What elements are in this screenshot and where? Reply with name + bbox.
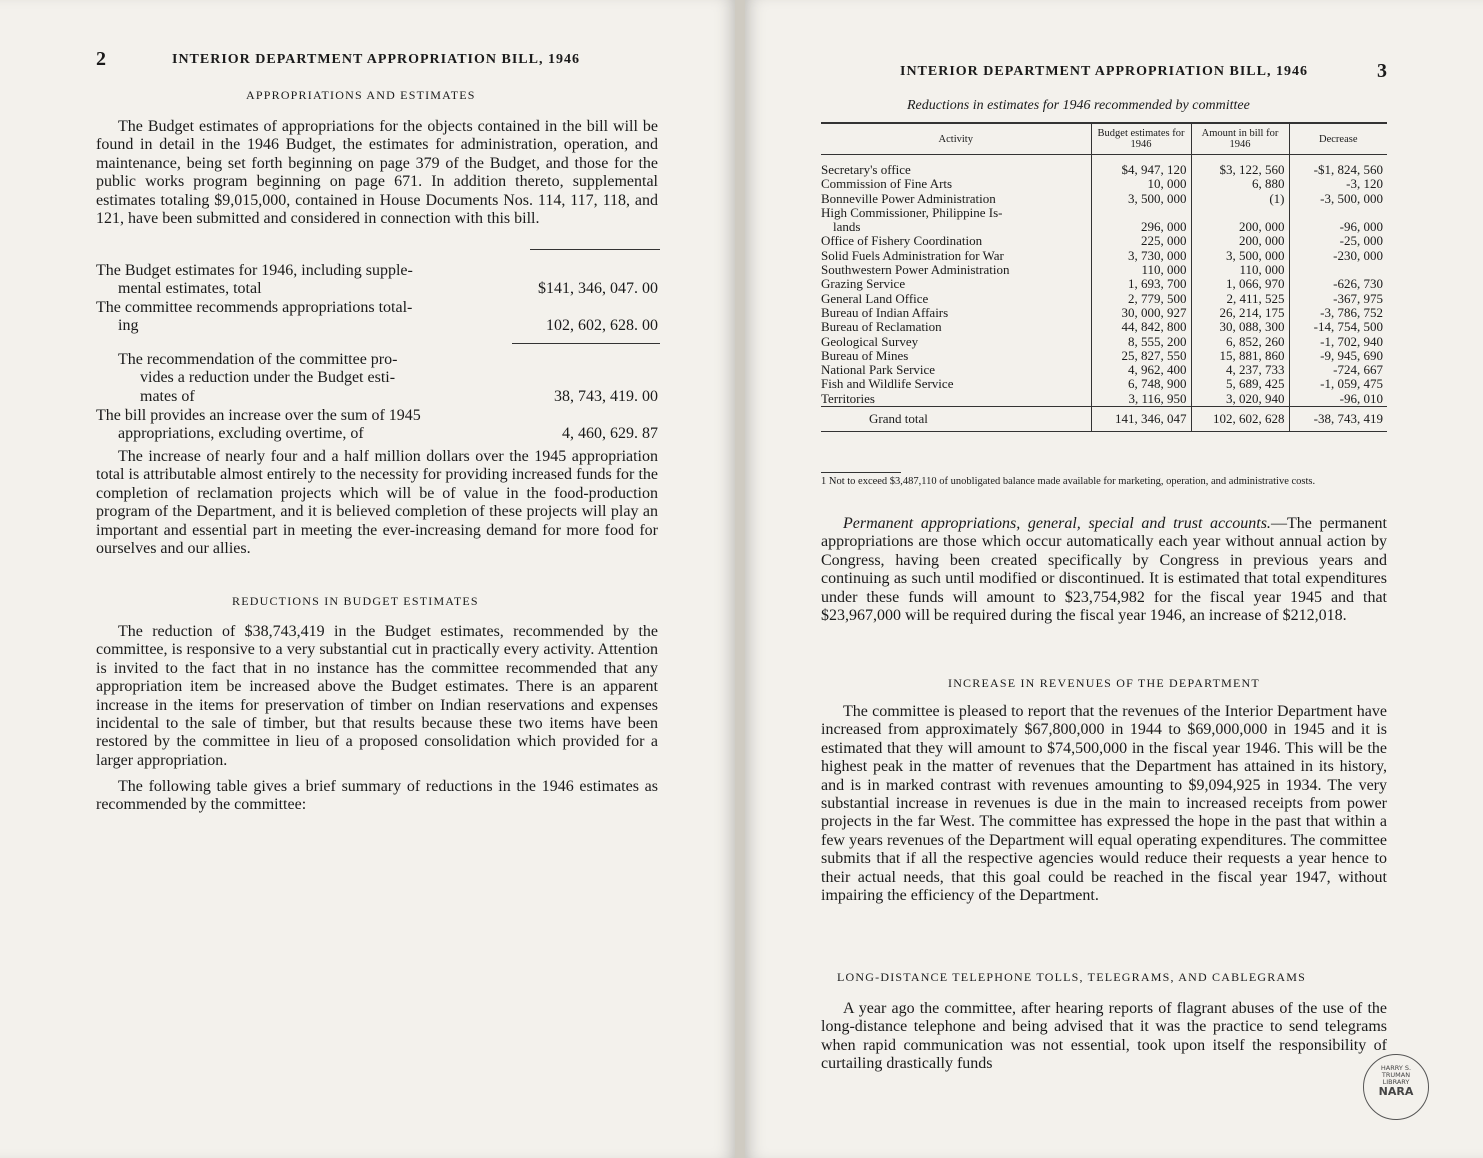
table-body <box>821 155 1387 432</box>
paragraph-budget-estimates: The Budget estimates of appropriations for the objects contained in the bill will be found in detail in the 1946 Budget, the estimates for administration, operation, and maintenance, being set forth beginning on page 379 of the Budget, and those for the public works program beginning on page 671. In addition thereto, supplemental estimates totaling $9,015,000, contained in House Documents Nos. 114, 117, 118, and 121, have been submitted and considered in connection with this bill. <box>96 118 658 228</box>
header-decrease: Decrease <box>1289 123 1387 155</box>
paragraph-reductions: The reduction of $38,743,419 in the Budget estimates, recommended by the committee, is responsive to a very substantial cut in practically every activity. Attention is invited to the fact that in no instance has the committee recommended that any appropriation item be increased above the Budget estimates. There is an apparent increase in the items for preservation of timber on Indian reservations and expenses incidental to the sale of timber, but that results because these two items have been restored by the committee in lieu of a proposed consolidation which provided for a larger appropriation. <box>96 623 658 769</box>
section-heading-telephone: LONG-DISTANCE TELEPHONE TOLLS, TELEGRAMS, AND CABLEGRAMS <box>837 970 1307 984</box>
cell-budget: 30, 000, 927 <box>1091 306 1191 320</box>
page-gutter <box>735 0 745 1158</box>
cell-budget: 8, 555, 200 <box>1091 335 1191 349</box>
summary-reduction: The recommendation of the committee pro- vides a reduction under the Budget esti- mates of <box>118 351 398 405</box>
cell-decrease: -626, 730 <box>1289 277 1387 291</box>
paragraph-permanent-appropriations: Permanent appropriations, general, special and trust accounts.—The permanent appropriations are those which occur automatically each year without annual action by Congress, having been created specifically by Congress in previous years and continuing as such until modified or discontinued. It is estimated that total expenditures under these funds will amount to $23,754,982 for the fiscal year 1945 and that $23,967,000 will be required during the fiscal year 1946, an increase of $212,018. <box>821 515 1387 625</box>
total-activity: Grand total <box>821 407 1091 432</box>
cell-bill <box>1191 206 1289 220</box>
cell-bill: $3, 122, 560 <box>1191 155 1289 178</box>
cell-bill: (1) <box>1191 192 1289 206</box>
cell-decrease: -724, 667 <box>1289 363 1387 377</box>
table-footnote: 1 Not to exceed $3,487,110 of unobligated balance made available for marketing, operation, and administrative costs. <box>821 476 1316 487</box>
total-budget: 141, 346, 047 <box>1091 407 1191 432</box>
paragraph-table-intro: The following table gives a brief summary of reductions in the 1946 estimates as recommended by the committee: <box>96 778 658 814</box>
summary-committee-recommends: The committee recommends appropriations total- ing <box>96 299 413 335</box>
table-row <box>821 320 1387 334</box>
cell-decrease: -25, 000 <box>1289 234 1387 248</box>
table-row <box>821 177 1387 191</box>
table-row <box>821 249 1387 263</box>
cell-activity: Commission of Fine Arts <box>821 177 1091 191</box>
cell-decrease: -$1, 824, 560 <box>1289 155 1387 178</box>
cell-bill: 2, 411, 525 <box>1191 292 1289 306</box>
table-row <box>821 349 1387 363</box>
cell-bill: 1, 066, 970 <box>1191 277 1289 291</box>
cell-budget: 3, 730, 000 <box>1091 249 1191 263</box>
cell-activity: Geological Survey <box>821 335 1091 349</box>
library-stamp: HARRY S. TRUMAN LIBRARY NARA <box>1363 1054 1429 1120</box>
running-head: INTERIOR DEPARTMENT APPROPRIATION BILL, 1946 <box>172 52 580 67</box>
cell-bill: 110, 000 <box>1191 263 1289 277</box>
cell-budget: 6, 748, 900 <box>1091 377 1191 391</box>
page-number: 2 <box>96 48 106 70</box>
cell-activity: Office of Fishery Coordination <box>821 234 1091 248</box>
cell-activity: Southwestern Power Administration <box>821 263 1091 277</box>
table-row <box>821 277 1387 291</box>
table-row <box>821 220 1387 234</box>
header-activity: Activity <box>821 123 1091 155</box>
cell-activity: General Land Office <box>821 292 1091 306</box>
left-page <box>0 0 735 1158</box>
cell-activity: Solid Fuels Administration for War <box>821 249 1091 263</box>
table-total-row <box>821 407 1387 432</box>
page-number: 3 <box>1377 60 1387 82</box>
cell-activity: lands <box>821 220 1091 234</box>
table-caption: Reductions in estimates for 1946 recommended by committee <box>907 98 1250 113</box>
cell-decrease: -3, 120 <box>1289 177 1387 191</box>
cell-decrease <box>1289 206 1387 220</box>
cell-budget: 2, 779, 500 <box>1091 292 1191 306</box>
cell-decrease: -96, 010 <box>1289 392 1387 407</box>
cell-decrease: -230, 000 <box>1289 249 1387 263</box>
summary-increase-amount: 4, 460, 629. 87 <box>562 425 658 442</box>
table-row <box>821 192 1387 206</box>
section-heading-appropriations: APPROPRIATIONS AND ESTIMATES <box>246 88 476 102</box>
cell-budget: 44, 842, 800 <box>1091 320 1191 334</box>
cell-bill: 15, 881, 860 <box>1191 349 1289 363</box>
cell-bill: 3, 500, 000 <box>1191 249 1289 263</box>
table-row <box>821 292 1387 306</box>
cell-decrease: -1, 702, 940 <box>1289 335 1387 349</box>
cell-activity: Bureau of Mines <box>821 349 1091 363</box>
total-bill: 102, 602, 628 <box>1191 407 1289 432</box>
cell-activity: High Commissioner, Philippine Is- <box>821 206 1091 220</box>
cell-decrease: -96, 000 <box>1289 220 1387 234</box>
table-row <box>821 234 1387 248</box>
table-row <box>821 335 1387 349</box>
paragraph-lead-italic: Permanent appropriations, general, special and trust accounts. <box>843 515 1271 532</box>
cell-bill: 26, 214, 175 <box>1191 306 1289 320</box>
cell-bill: 6, 880 <box>1191 177 1289 191</box>
header-budget-estimates: Budget estimates for 1946 <box>1091 123 1191 155</box>
reductions-table <box>821 122 1387 432</box>
separator-rule <box>530 249 660 250</box>
section-heading-revenues: INCREASE IN REVENUES OF THE DEPARTMENT <box>948 676 1260 690</box>
cell-decrease: -3, 786, 752 <box>1289 306 1387 320</box>
section-heading-reductions: REDUCTIONS IN BUDGET ESTIMATES <box>232 594 479 608</box>
paragraph-revenues: The committee is pleased to report that the revenues of the Interior Department have increased from approximately $67,800,000 in 1944 to $69,000,000 in 1945 and it is estimated that they will amount to $74,500,000 in the fiscal year 1946. This will be the highest peak in the matter of revenues that the Department has attained in its history, and is in marked contrast with revenues amounting to $9,094,925 in 1934. The very substantial increase in revenues is due in the main to increased receipts from power projects in the far West. The committee has expressed the hope in the past that within a few years revenues of the Department will equal operating expenditures. The committee submits that if all the respective agencies would reduce their requests a year hence to their actual needs, that this goal could be reached in the fiscal year 1947, without impairing the efficiency of the Department. <box>821 703 1387 905</box>
cell-budget: 110, 000 <box>1091 263 1191 277</box>
cell-bill: 200, 000 <box>1191 220 1289 234</box>
summary-budget-total: The Budget estimates for 1946, including supple- mental estimates, total <box>96 262 413 298</box>
table-row <box>821 363 1387 377</box>
cell-bill: 200, 000 <box>1191 234 1289 248</box>
cell-budget: 25, 827, 550 <box>1091 349 1191 363</box>
cell-activity: Bureau of Reclamation <box>821 320 1091 334</box>
cell-budget: 1, 693, 700 <box>1091 277 1191 291</box>
paragraph-increase-explanation: The increase of nearly four and a half million dollars over the 1945 appropriation total is attributable almost entirely to the necessity for providing increased funds for the completion of reclamation projects which will be of value in the food-production program of the Department, and it is believed completion of these projects will play an important and essential part in meeting the ever-increasing demand for more food for ourselves and our allies. <box>96 448 658 558</box>
table-row <box>821 263 1387 277</box>
summary-increase: The bill provides an increase over the sum of 1945 appropriations, excluding overtime, of <box>96 407 421 443</box>
cell-bill: 3, 020, 940 <box>1191 392 1289 407</box>
summary-reduction-amount: 38, 743, 419. 00 <box>554 388 658 405</box>
cell-activity: Secretary's office <box>821 155 1091 178</box>
cell-budget: 4, 962, 400 <box>1091 363 1191 377</box>
sum-rule <box>512 343 660 344</box>
cell-bill: 6, 852, 260 <box>1191 335 1289 349</box>
footnote-rule <box>821 472 901 473</box>
cell-decrease: -14, 754, 500 <box>1289 320 1387 334</box>
right-page <box>745 0 1483 1158</box>
running-head: INTERIOR DEPARTMENT APPROPRIATION BILL, 1946 <box>900 64 1308 79</box>
paragraph-telephone: A year ago the committee, after hearing reports of flagrant abuses of the use of the long-distance telephone and being advised that it was the practice to send telegrams when rapid communication was not essential, took upon itself the responsibility of curtailing drastically funds <box>821 1000 1387 1073</box>
cell-bill: 30, 088, 300 <box>1191 320 1289 334</box>
table-row <box>821 206 1387 220</box>
summary-committee-recommends-amount: 102, 602, 628. 00 <box>546 317 658 334</box>
cell-activity: Grazing Service <box>821 277 1091 291</box>
table-row <box>821 155 1387 178</box>
cell-decrease: -3, 500, 000 <box>1289 192 1387 206</box>
cell-activity: National Park Service <box>821 363 1091 377</box>
cell-decrease <box>1289 263 1387 277</box>
cell-decrease: -1, 059, 475 <box>1289 377 1387 391</box>
cell-budget: 10, 000 <box>1091 177 1191 191</box>
cell-activity: Bureau of Indian Affairs <box>821 306 1091 320</box>
cell-bill: 5, 689, 425 <box>1191 377 1289 391</box>
cell-budget: 296, 000 <box>1091 220 1191 234</box>
cell-activity: Bonneville Power Administration <box>821 192 1091 206</box>
cell-budget: 3, 500, 000 <box>1091 192 1191 206</box>
table-row <box>821 377 1387 391</box>
cell-budget <box>1091 206 1191 220</box>
cell-budget: 3, 116, 950 <box>1091 392 1191 407</box>
table-row <box>821 392 1387 407</box>
total-decrease: -38, 743, 419 <box>1289 407 1387 432</box>
cell-decrease: -367, 975 <box>1289 292 1387 306</box>
table-header-row <box>821 123 1387 155</box>
cell-activity: Fish and Wildlife Service <box>821 377 1091 391</box>
cell-activity: Territories <box>821 392 1091 407</box>
cell-budget: 225, 000 <box>1091 234 1191 248</box>
cell-budget: $4, 947, 120 <box>1091 155 1191 178</box>
header-amount-in-bill: Amount in bill for 1946 <box>1191 123 1289 155</box>
cell-decrease: -9, 945, 690 <box>1289 349 1387 363</box>
summary-budget-total-amount: $141, 346, 047. 00 <box>538 280 658 297</box>
cell-bill: 4, 237, 733 <box>1191 363 1289 377</box>
table-row <box>821 306 1387 320</box>
